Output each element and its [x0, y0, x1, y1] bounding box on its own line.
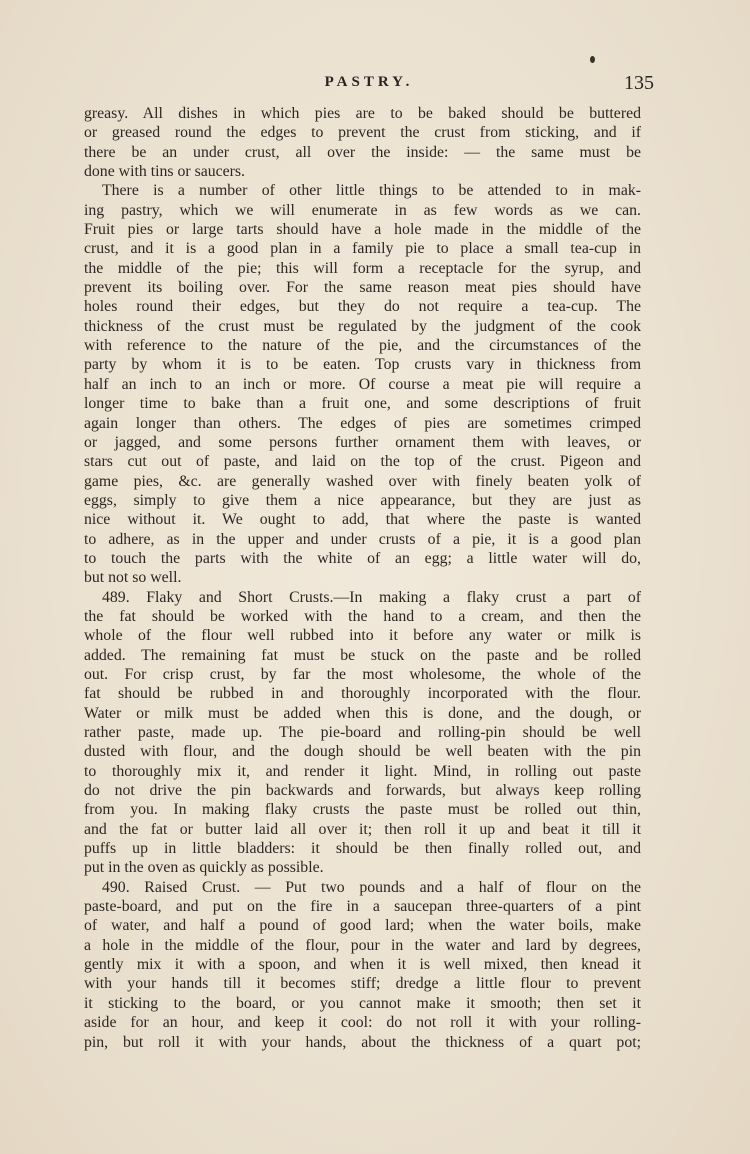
text-line: eggs, simply to give them a nice appearance, but they are just as: [84, 491, 641, 509]
text-line: or greased round the edges to prevent the crust from sticking, and if: [84, 124, 641, 142]
text-line: Fruit pies or large tarts should have a hole made in the middle of the: [84, 221, 641, 239]
text-line: out. For crisp crust, by far the most wholesome, the whole of the: [84, 665, 641, 683]
paragraph-start-line: 489. Flaky and Short Crusts.—In making a flaky crust a part of: [102, 588, 641, 606]
text-line: with reference to the nature of the pie, and the circumstances of the: [84, 337, 641, 355]
text-line: longer time to bake than a fruit one, and some descriptions of fruit: [84, 395, 641, 413]
text-line: and the fat or butter laid all over it; then roll it up and beat it till it: [84, 820, 641, 838]
text-line: to thoroughly mix it, and render it light. Mind, in rolling out paste: [84, 762, 641, 780]
text-line: prevent its boiling over. For the same reason meat pies should have: [84, 279, 641, 297]
text-line: nice without it. We ought to add, that where the paste is wanted: [84, 511, 641, 529]
text-line: from you. In making flaky crusts the paste must be rolled out thin,: [84, 801, 641, 819]
text-line: to adhere, as in the upper and under crusts of a pie, it is a good plan: [84, 530, 641, 548]
ink-speck: [590, 56, 595, 63]
text-line: the fat should be worked with the hand to a cream, and then the: [84, 607, 641, 625]
text-line: with your hands till it becomes stiff; dredge a little flour to prevent: [84, 975, 641, 993]
text-line: but not so well.: [84, 569, 182, 587]
text-line: a hole in the middle of the flour, pour in the water and lard by degrees,: [84, 936, 641, 954]
text-line: thickness of the crust must be regulated by the judgment of the cook: [84, 317, 641, 335]
paragraph-start-line: 490. Raised Crust. — Put two pounds and a half of flour on the: [102, 878, 641, 896]
text-line: rather paste, made up. The pie-board and rolling-pin should be well: [84, 724, 641, 741]
text-line: put in the oven as quickly as possible.: [84, 859, 324, 877]
text-line: dusted with flour, and the dough should be well beaten with the pin: [84, 743, 641, 761]
text-line: holes round their edges, but they do not require a tea-cup. The: [84, 298, 641, 316]
text-line: paste-board, and put on the fire in a saucepan three-quarters of a pint: [84, 898, 641, 916]
paragraph-start-line: There is a number of other little things to be attended to in mak-: [102, 182, 641, 200]
text-line: fat should be rubbed in and thoroughly incorporated with the flour.: [84, 685, 641, 703]
text-line: crust, and it is a good plan in a family pie to place a small tea-cup in: [84, 240, 641, 258]
text-line: greasy. All dishes in which pies are to be baked should be buttered: [84, 105, 641, 122]
text-line: of water, and half a pound of good lard; when the water boils, make: [84, 917, 641, 935]
body-text: [84, 104, 641, 1052]
page-number: 135: [624, 72, 654, 94]
text-line: aside for an hour, and keep it cool: do not roll it with your rolling-: [84, 1014, 641, 1032]
text-line: stars cut out of paste, and laid on the top of the crust. Pigeon and: [84, 453, 641, 471]
text-line: or jagged, and some persons further ornament them with leaves, or: [84, 433, 641, 451]
text-line: to touch the parts with the white of an egg; a little water will do,: [84, 549, 641, 567]
text-line: gently mix it with a spoon, and when it is well mixed, then knead it: [84, 956, 641, 974]
text-line: pin, but roll it with your hands, about the thickness of a quart pot;: [84, 1033, 641, 1051]
text-line: game pies, &c. are generally washed over with finely beaten yolk of: [84, 472, 641, 490]
running-head: PASTRY.: [324, 74, 414, 90]
text-line: there be an under crust, all over the inside: — the same must be: [84, 143, 641, 161]
page-header: [84, 72, 654, 98]
text-line: half an inch to an inch or more. Of course a meat pie will require a: [84, 375, 641, 393]
text-line: do not drive the pin backwards and forwards, but always keep rolling: [84, 782, 641, 800]
text-line: again longer than others. The edges of pies are sometimes crimped: [84, 414, 641, 432]
text-line: done with tins or saucers.: [84, 163, 246, 181]
text-line: the middle of the pie; this will form a receptacle for the syrup, and: [84, 259, 641, 277]
text-line: it sticking to the board, or you cannot make it smooth; then set it: [84, 994, 641, 1012]
text-line: ing pastry, which we will enumerate in as few words as we can.: [84, 201, 641, 219]
text-line: whole of the flour well rubbed into it before any water or milk is: [84, 627, 641, 645]
text-line: party by whom it is to be eaten. Top crusts vary in thickness from: [84, 356, 641, 374]
text-line: puffs up in little bladders: it should be then finally rolled out, and: [84, 840, 641, 858]
text-line: Water or milk must be added when this is done, and the dough, or: [84, 704, 641, 722]
text-line: added. The remaining fat must be stuck on the paste and be rolled: [84, 646, 641, 664]
